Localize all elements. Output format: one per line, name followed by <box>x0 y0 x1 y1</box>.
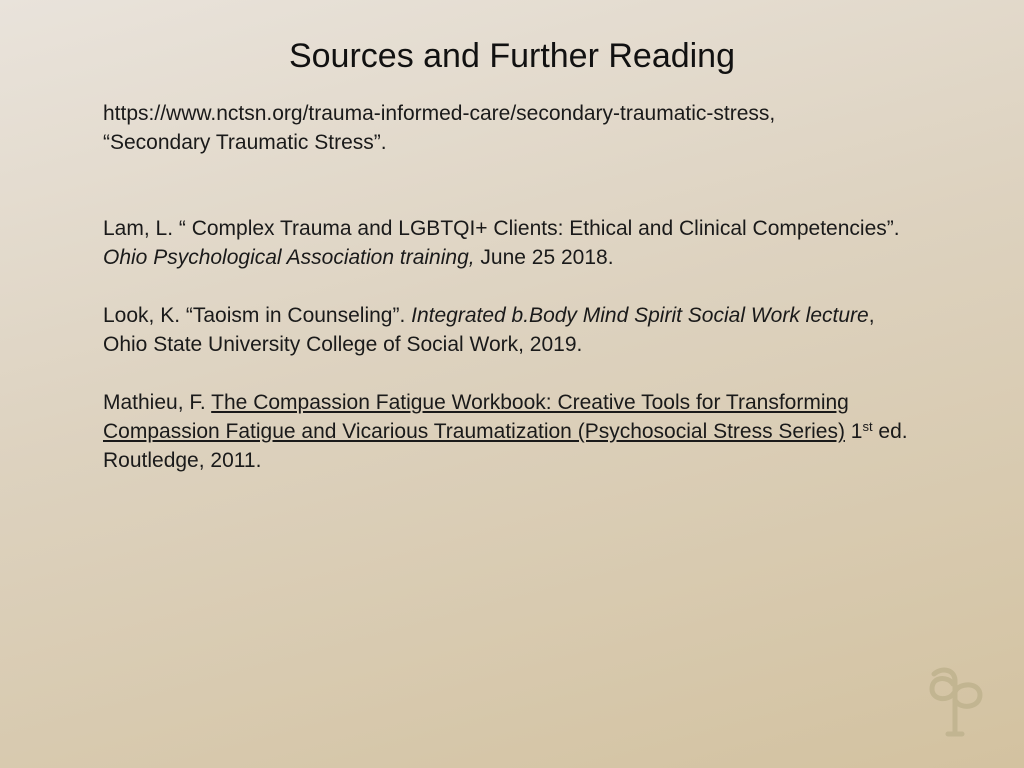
reference-author-title: Lam, L. “ Complex Trauma and LGBTQI+ Clients: Ethical and Clinical Competencies”. <box>103 217 900 240</box>
ap-monogram-logo-icon <box>926 662 988 742</box>
reference-edition-number: 1 <box>844 420 863 443</box>
reference-url[interactable]: https://www.nctsn.org/trauma-informed-care/secondary-traumatic-stress, <box>103 102 776 125</box>
reference-details: ed. Routledge, 2011. <box>103 420 908 472</box>
reference-edition-suffix: st <box>862 419 873 434</box>
reference-look <box>103 301 913 359</box>
reference-venue: Integrated b.Body Mind Spirit Social Work lecture <box>411 304 869 327</box>
reference-details: , Ohio State University College of Social Work, 2019. <box>103 304 875 356</box>
reference-list <box>103 99 913 475</box>
reference-date: June 25 2018. <box>474 246 614 269</box>
slide-title: Sources and Further Reading <box>288 37 736 75</box>
reference-author-title: Look, K. “Taoism in Counseling”. <box>103 304 412 327</box>
reference-nctsn <box>103 99 913 157</box>
reference-venue: Ohio Psychological Association training, <box>103 246 475 269</box>
reference-mathieu <box>103 388 913 475</box>
reference-title: “Secondary Traumatic Stress”. <box>103 131 387 154</box>
reference-lam <box>103 214 913 272</box>
reference-book-title: The Compassion Fatigue Workbook: Creative Tools for Transforming Compassion Fatigue and Vicarious Traumatization (Psychosocial Stress Series) <box>103 391 849 443</box>
reference-author: Mathieu, F. <box>103 391 212 414</box>
